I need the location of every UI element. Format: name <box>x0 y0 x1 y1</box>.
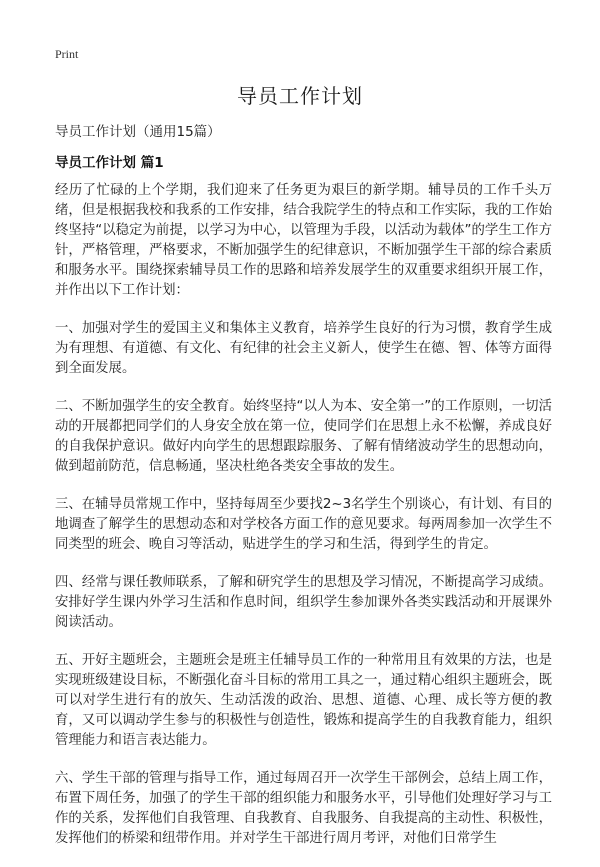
section-heading: 导员工作计划 篇1 <box>55 155 164 171</box>
document-subtitle: 导员工作计划（通用15篇） <box>55 124 221 140</box>
paragraph-4: 四、经常与课任教师联系，了解和研究学生的思想及学习情况，不断提高学习成绩。安排好学生课内外学习生活和作息时间，组织学生参加课外各类实践活动和开展课外阅读活动。 <box>55 575 552 630</box>
document-title: 导员工作计划 <box>237 84 363 108</box>
print-link[interactable]: Print <box>55 47 79 61</box>
paragraph-1: 一、加强对学生的爱国主义和集体主义教育，培养学生良好的行为习惯，教育学生成为有理想、有道德、有文化、有纪律的社会主义新人，使学生在德、智、体等方面得到全面发展。 <box>55 321 552 376</box>
paragraph-intro: 经历了忙碌的上个学期，我们迎来了任务更为艰巨的新学期。辅导员的工作千头万绪，但是根据我校和我系的工作安排，结合我院学生的特点和工作实际，我的工作始终坚持“以稳定为前提，以学习为中心，以管理为手段，以活动为载体”的学生工作方针，严格管理，严格要求，不断加强学生的纪律意识，不断加强学生干部的综合素质和服务水平。围绕探索辅导员工作的思路和培养发展学生的双重要求组织开展工作，并作出以下工作计划： <box>55 183 552 298</box>
paragraph-5: 五、开好主题班会，主题班会是班主任辅导员工作的一种常用且有效果的方法，也是实现班级建设目标，不断强化奋斗目标的常用工具之一，通过精心组织主题班会，既可以对学生进行有的放矢、生动活泼的政治、思想、道德、心理、成长等方便的教育，又可以调动学生参与的积极性与创造性，锻炼和提高学生的自我教育能力，组织管理能力和语言表达能力。 <box>55 653 552 748</box>
document-body <box>55 181 552 867</box>
paragraph-2: 二、不断加强学生的安全教育。始终坚持“以人为本、安全第一”的工作原则，一切活动的开展都把同学们的人身安全放在第一位，使同学们在思想上永不松懈，养成良好的自我保护意识。做好内向学生的思想跟踪服务、了解有情绪波动学生的思想动向，做到超前防范，信息畅通，坚决杜绝各类安全事故的发生。 <box>55 399 552 474</box>
paragraph-3: 三、在辅导员常规工作中，坚持每周至少要找2~3名学生个别谈心，有计划、有目的地调查了解学生的思想动态和对学校各方面工作的意见要求。每两周参加一次学生不同类型的班会、晚自习等活动，贴进学生的学习和生活，得到学生的肯定。 <box>55 497 552 552</box>
paragraph-6: 六、学生干部的管理与指导工作，通过每周召开一次学生干部例会，总结上周工作，布置下周任务，加强了的学生干部的组织能力和服务水平，引导他们处理好学习与工作的关系，发挥他们自我管理、自我教育、自我服务、自我提高的主动性、积极性，发挥他们的桥梁和纽带作用。并对学生干部进行周月考评，对他们日常学生 <box>55 771 552 846</box>
